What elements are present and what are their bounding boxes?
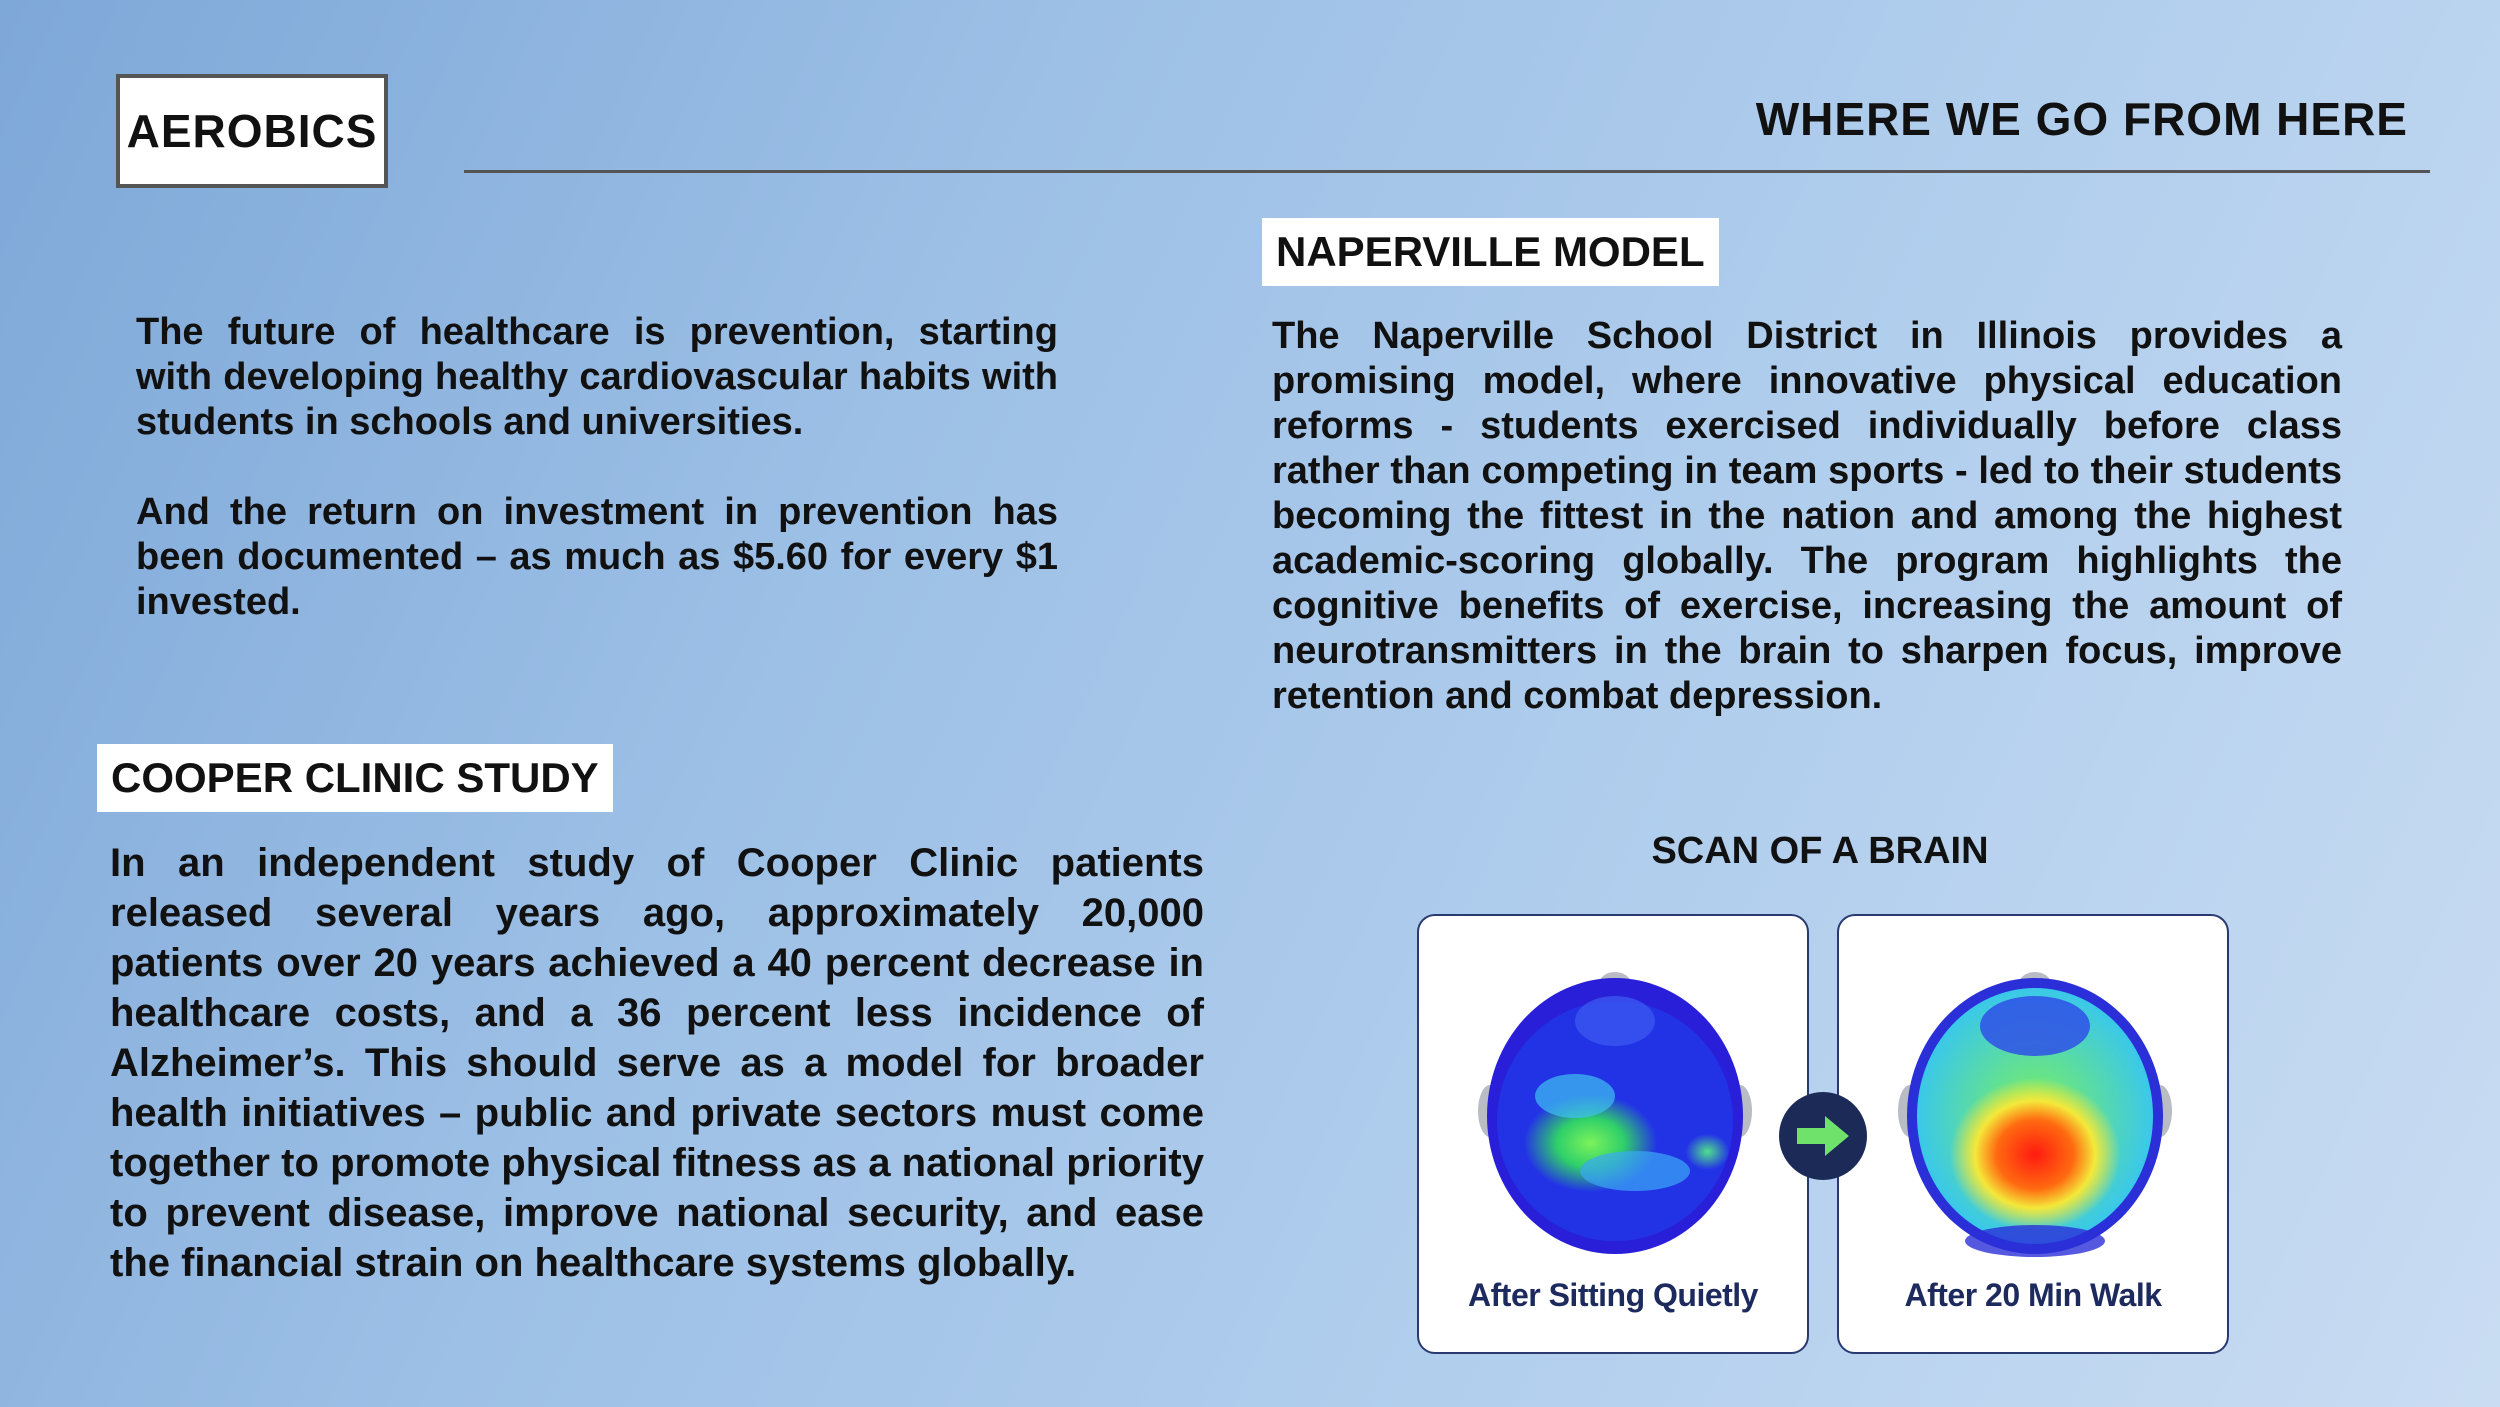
section-tag — [116, 74, 388, 188]
cooper-paragraph: In an independent study of Cooper Clinic patients released several years ago, approximately 20,000 patients over 20 years achieved a 40 percent decrease in healthcare costs, and a 36 percent less incidence of Alzheimer’s. This should serve as a model for broader health initiatives – public and private sectors must come together to promote physical fitness as a national priority to prevent disease, improve national security, and ease the financial strain on healthcare systems globally. — [110, 841, 1204, 1285]
after-label: After 20 Min Walk — [1904, 1277, 2162, 1313]
header-divider — [464, 170, 2430, 173]
section-tag-label: AEROBICS — [126, 105, 378, 157]
intro-paragraph-1: The future of healthcare is prevention, starting with developing healthy cardiovascular habits with students in schools and universities. — [136, 311, 1058, 443]
brain-scan-before-card — [1417, 914, 1809, 1354]
intro-paragraph-2: And the return on investment in prevention has been documented – as much as $5.60 for every $1 invested. — [136, 491, 1058, 623]
naperville-paragraph: The Naperville School District in Illinois provides a promising model, where innovative physical education reforms - students exercised individually before class rather than competing in team sports - led to their students becoming the fittest in the nation and among the highest academic-scoring globally. The program highlights the cognitive benefits of exercise, increasing the amount of neurotransmitters in the brain to sharpen focus, improve retention and combat depression. — [1272, 315, 2342, 717]
before-label: After Sitting Quietly — [1468, 1277, 1758, 1313]
page-title: WHERE WE GO FROM HERE — [1755, 93, 2408, 145]
cooper-heading: COOPER CLINIC STUDY — [97, 744, 613, 812]
brain-scan-after-image — [1885, 966, 2185, 1266]
scan-title: SCAN OF A BRAIN — [1651, 830, 1989, 872]
arrow-right-icon-glyph — [1795, 1114, 1851, 1158]
naperville-heading: NAPERVILLE MODEL — [1262, 218, 1719, 286]
arrow-right-icon — [1779, 1092, 1867, 1180]
brain-scan-after-card — [1837, 914, 2229, 1354]
brain-scan-before-image — [1465, 966, 1765, 1266]
intro-block — [136, 310, 1058, 625]
